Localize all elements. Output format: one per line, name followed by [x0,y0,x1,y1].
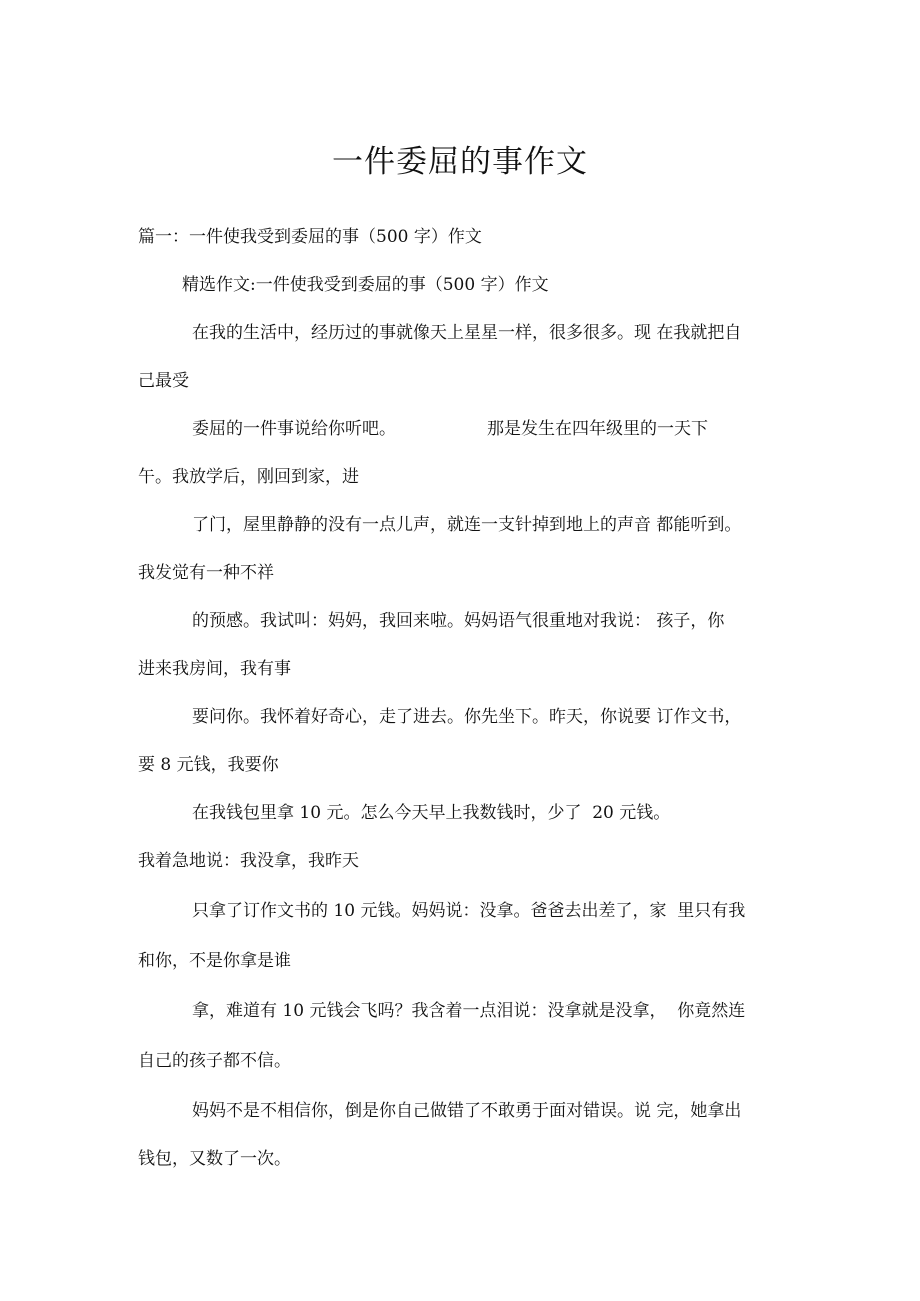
paragraph-line: 和你，不是你拿是谁 [138,951,291,971]
paragraph-line: 我发觉有一种不祥 [138,563,274,583]
paragraph-line: 我着急地说：我没拿，我昨天 [138,851,359,871]
paragraph-line: 妈妈不是不相信你，倒是你自己做错了不敢勇于面对错误。说 完，她拿出 [192,1101,742,1121]
paragraph-line: 委屈的一件事说给你听吧。 [192,419,396,439]
paragraph-line: 进来我房间，我有事 [138,659,291,679]
paragraph-line: 的预感。我试叫：妈妈，我回来啦。妈妈语气很重地对我说： 孩子，你 [192,611,725,631]
paragraph-line: 在我的生活中，经历过的事就像天上星星一样，很多很多。现 在我就把自 [192,323,742,343]
paragraph-line: 要 8 元钱，我要你 [138,755,279,775]
paragraph-line: 己最受 [138,371,189,391]
paragraph-line: 拿，难道有 10 元钱会飞吗？我含着一点泪说：没拿就是没拿， 你竟然连 [192,1001,746,1021]
document-title: 一件委屈的事作文 [332,144,588,180]
section-heading: 篇一：一件使我受到委屈的事（500 字）作文 [138,227,482,247]
paragraph-line: 只拿了订作文书的 10 元钱。妈妈说：没拿。爸爸去出差了，家 里只有我 [192,901,746,921]
paragraph-line: 要问你。我怀着好奇心，走了进去。你先坐下。昨天，你说要 订作文书， [192,707,742,727]
paragraph-line: 午。我放学后，刚回到家，进 [138,467,359,487]
paragraph-line: 自己的孩子都不信。 [138,1051,291,1071]
essay-subtitle: 精选作文:一件使我受到委屈的事（500 字）作文 [182,275,549,295]
paragraph-line: 了门，屋里静静的没有一点儿声，就连一支针掉到地上的声音 都能听到。 [192,515,742,535]
paragraph-line: 在我钱包里拿 10 元。怎么今天早上我数钱时，少了 20 元钱。 [192,803,671,823]
paragraph-line: 那是发生在四年级里的一天下 [487,419,708,439]
paragraph-line: 钱包，又数了一次。 [138,1149,291,1169]
